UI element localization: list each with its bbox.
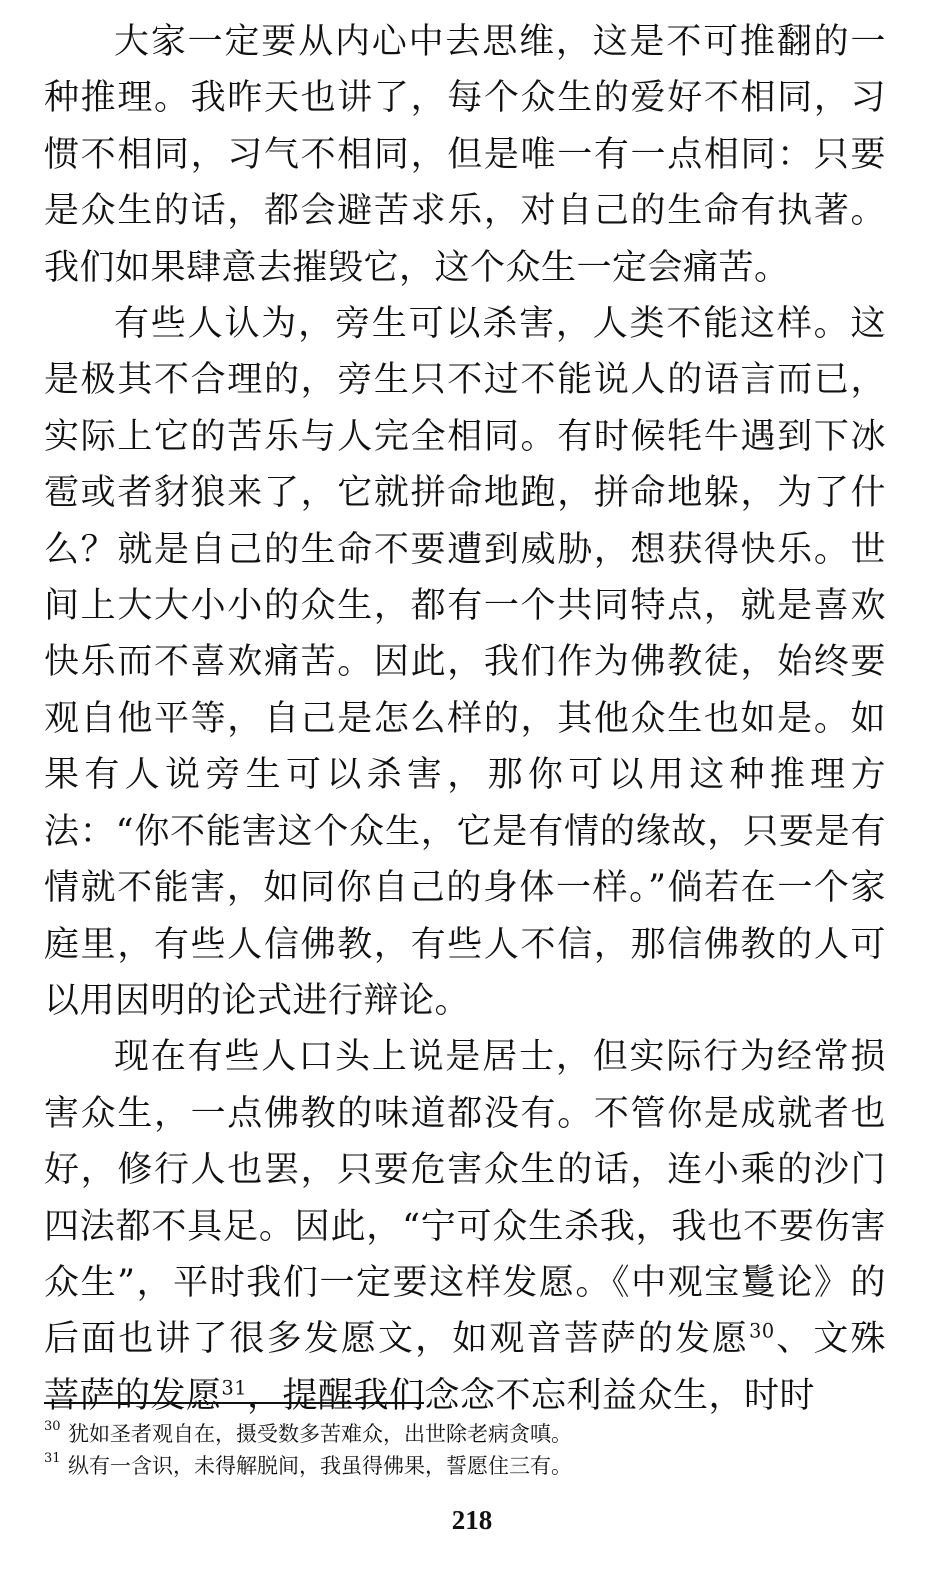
footnote-text: 犹如圣者观自在，摄受数多苦难众，出世除老病贪嗔。 xyxy=(68,1422,572,1446)
paragraph-3-text-a: 现在有些人口头上说是居士，但实际行为经常损害众生，一点佛教的味道都没有。不管你是成就者也好，修行人也罢，只要危害众生的话，连小乘的沙门四法都不具足。因此，“宁可众生杀我，我也不要伤害众生”，平时我们一定要这样发愿。《中观宝鬘论》的后面也讲了很多发愿文，如观音菩萨的发愿 xyxy=(44,1037,886,1360)
footnote-number: 30 xyxy=(44,1419,61,1434)
footnote-31 xyxy=(44,1450,886,1482)
paragraph-3-text-b: 、文殊菩萨的发愿 xyxy=(44,1319,886,1416)
paragraph-2: 有些人认为，旁生可以杀害，人类不能这样。这是极其不合理的，旁生只不过不能说人的语言而已，实际上它的苦乐与人完全相同。有时候牦牛遇到下冰雹或者豺狼来了，它就拼命地跑，拼命地躲，为了什么？就是自己的生命不要遭到威胁，想获得快乐。世间上大大小小的众生，都有一个共同特点，就是喜欢快乐而不喜欢痛苦。因此，我们作为佛教徒，始终要观自他平等，自己是怎么样的，其他众生也如是。如果有人说旁生可以杀害，那你可以用这种推理方法：“你不能害这个众生，它是有情的缘故，只要是有情就不能害，如同你自己的身体一样。”倘若在一个家庭里，有些人信佛教，有些人不信，那信佛教的人可以用因明的论式进行辩论。 xyxy=(44,304,886,1021)
footnote-text: 纵有一含识，未得解脱间，我虽得佛果，誓愿住三有。 xyxy=(68,1454,572,1478)
footnote-number: 31 xyxy=(44,1451,61,1466)
footnote-30 xyxy=(44,1418,886,1450)
footnotes xyxy=(44,1418,886,1482)
footnote-divider xyxy=(44,1402,424,1404)
paragraph-1: 大家一定要从内心中去思维，这是不可推翻的一种推理。我昨天也讲了，每个众生的爱好不相同，习惯不相同，习气不相同，但是唯一有一点相同：只要是众生的话，都会避苦求乐，对自己的生命有执著。我们如果肆意去摧毁它，这个众生一定会痛苦。 xyxy=(44,22,886,288)
footnote-ref-30[interactable]: 30 xyxy=(749,1319,775,1343)
paragraph-3-text-c: ，提醒我们念念不忘利益众生，时时 xyxy=(247,1375,816,1416)
paragraph-3 xyxy=(44,1029,886,1424)
body-text xyxy=(44,14,886,1424)
footnote-ref-31[interactable]: 31 xyxy=(221,1376,248,1400)
page-number: 218 xyxy=(451,1505,493,1535)
